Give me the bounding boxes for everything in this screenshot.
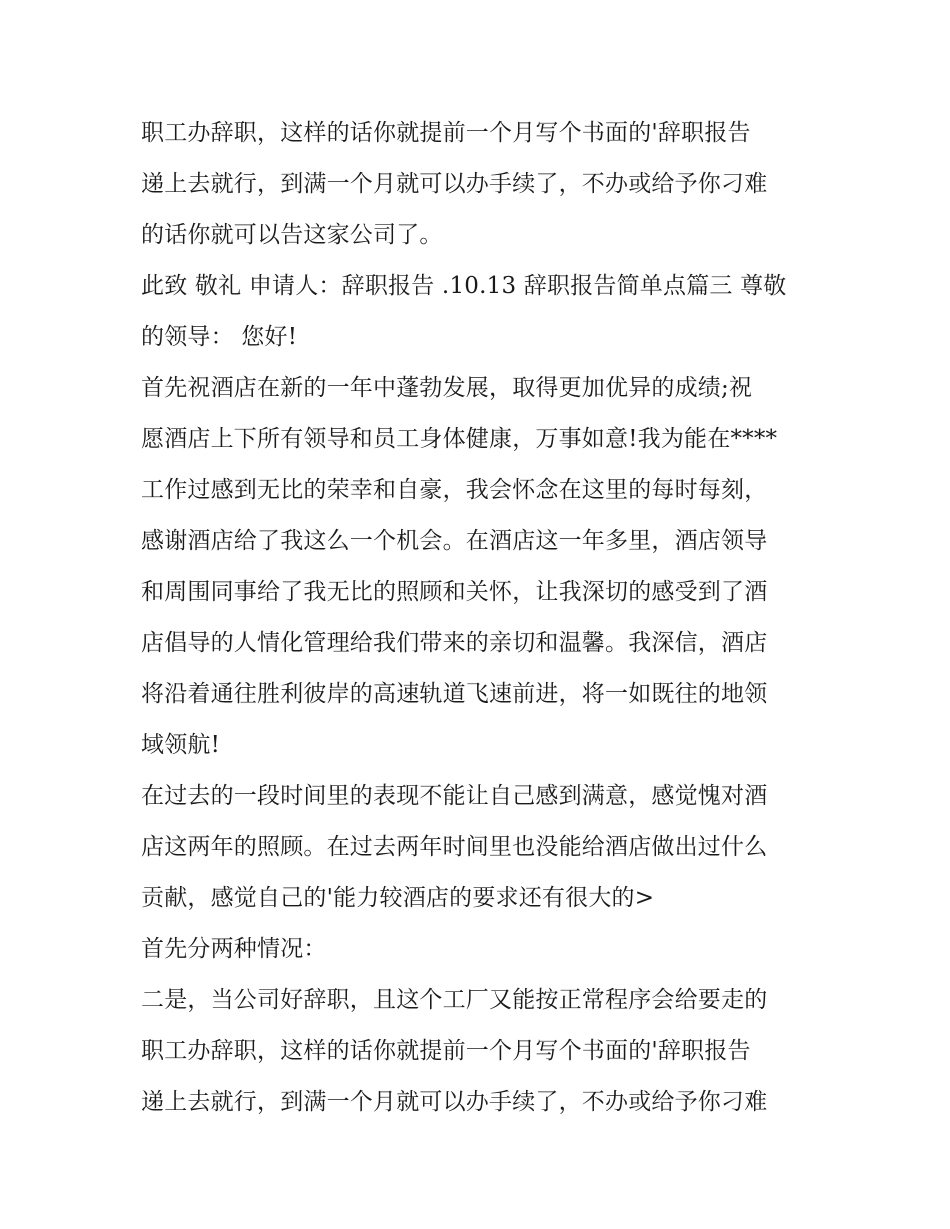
text-line: 的话你就可以告这家公司了。 [141,222,443,248]
text-line: 递上去就行，到满一个月就可以办手续了，不办或给予你刁难 [141,171,768,197]
text-line: 职工办辞职，这样的话你就提前一个月写个书面的'辞职报告 [141,1038,751,1064]
text-line: 首先祝酒店在新的一年中蓬勃发展，取得更加优异的成绩;祝 [141,375,753,401]
text-line: 将沿着通往胜利彼岸的高速轨道飞速前进，将一如既往的地领 [141,681,768,707]
text-line: 域领航! [141,732,221,758]
text-line: 在过去的一段时间里的表现不能让自己感到满意，感觉愧对酒 [141,783,768,809]
text-line: 递上去就行，到满一个月就可以办手续了，不办或给予你刁难 [141,1089,768,1115]
text-line: 工作过感到无比的荣幸和自豪，我会怀念在这里的每时每刻， [141,477,768,503]
document-body [141,108,821,1128]
text-line: 贡献，感觉自己的'能力较酒店的要求还有很大的> [141,885,655,911]
text-line: 店这两年的照顾。在过去两年时间里也没能给酒店做出过什么 [141,834,768,860]
text-line: 首先分两种情况： [141,936,327,962]
text-line: 愿酒店上下所有领导和员工身体健康，万事如意!我为能在**** [141,426,778,452]
text-line: 和周围同事给了我无比的照顾和关怀，让我深切的感受到了酒 [141,579,768,605]
text-line: 此致 敬礼 申请人：辞职报告 .10.13 辞职报告简单点篇三 尊敬 [141,273,787,299]
text-line: 职工办辞职，这样的话你就提前一个月写个书面的'辞职报告 [141,120,751,146]
text-line: 的领导： 您好! [141,324,298,350]
text-line: 二是，当公司好辞职，且这个工厂又能按正常程序会给要走的 [141,987,768,1013]
text-line: 感谢酒店给了我这么一个机会。在酒店这一年多里，酒店领导 [141,528,768,554]
text-line: 店倡导的人情化管理给我们带来的亲切和温馨。我深信，酒店 [141,630,768,656]
